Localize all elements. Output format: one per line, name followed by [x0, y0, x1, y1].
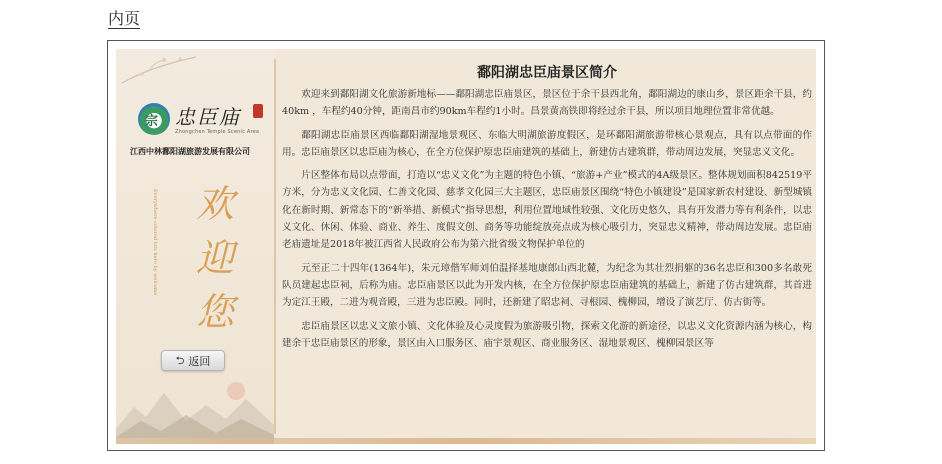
ink-mountains-decoration: [116, 369, 274, 444]
kiosk-frame: [107, 40, 825, 451]
left-panel: [116, 49, 274, 444]
company-name: 江西中林鄱阳湖旅游发展有限公司: [130, 146, 250, 156]
welcome-english-vertical: [144, 189, 176, 339]
article-body: [282, 86, 812, 358]
article-title: 鄱阳湖忠臣庙景区简介: [477, 65, 617, 81]
page-label-underline: [108, 28, 140, 29]
article-paragraph: 片区整体布局以点带面，打造以“忠义文化”为主题的特色小镇、“旅游+产业”模式的4A级景区。整体规划面积842519平方米，分为忠义文化园、仁善文化园、慈孝文化园三大主题区，忠臣庙景区围绕“特色小镇建设”是国家新农村建设、新型城镇化在新时期、新常态下的“新举措、新模式”指导思想，利用位置地域性较强、文化历史悠久，具有开发潜力等有利条件，以忠义文化、休闲、体验、商业、养生、度假文创、商务等功能绽放亮点成为核心吸引力，突显忠义精神，带动周边发展。忠臣庙老庙遗址是2018年被江西省人民政府公布为第六批省级文物保护单位的: [282, 170, 812, 251]
plum-branch-decoration: [120, 53, 200, 87]
back-button[interactable]: [161, 350, 225, 371]
welcome-text: 欢迎您: [195, 182, 234, 334]
logo-glyph: 宗: [145, 114, 159, 129]
welcome-english-text: Everywhere colored lots here by welcome: [152, 189, 158, 296]
logo-name: 忠臣庙: [175, 105, 241, 129]
article-panel: [282, 49, 816, 444]
kiosk-screen: [116, 49, 816, 444]
back-button-label: 返回: [188, 354, 211, 368]
page-label: 内页: [108, 9, 141, 28]
logo-subtitle: Zhongchen Temple Scenic Area: [175, 129, 260, 135]
article-paragraph: 忠臣庙景区以忠义文旅小镇、文化体验及心灵度假为旅游吸引物，探索文化游的新途径，以忠义文化资源内涵为核心，构建余干忠臣庙景区的形象，景区由入口服务区、庙宇景观区、商业服务区、湿地景观区、槐柳园景区等: [282, 320, 812, 349]
return-arrow-icon: ⮌: [175, 354, 185, 367]
bottom-stripe: [116, 438, 816, 444]
panel-divider: [274, 59, 276, 434]
article-paragraph: 欢迎来到鄱阳湖文化旅游新地标——鄱阳湖忠臣庙景区，景区位于余干县西北角，鄱阳湖边的康山乡，景区距余干县，约40km ，车程约40分钟，距南昌市约90km车程约1小时。昌景黄高铁即将经过余干县，所以项目地理位置非常优越。: [282, 89, 812, 118]
article-paragraph: 元至正二十四年(1364年)，朱元璋偕军师刘伯温择基地康郎山西北麓，为纪念为其壮烈捐躯的36名忠臣和300多名敢死队员建起忠臣祠，后称为庙。忠臣庙景区以此为开发内核，在全方位保护原忠臣庙建筑的基础上，新建了仿古建筑群，其首进为定江王殿，二进为观音殿，三进为忠臣殿。同时，还新建了昭忠祠、寻根园、槐柳园，增设了演艺厅、仿古街等。: [282, 262, 812, 309]
logo-seal-icon: [253, 104, 263, 118]
article-paragraph: 鄱阳湖忠臣庙景区西临鄱阳湖湿地景观区、东临大明湖旅游度假区，是环鄱阳湖旅游带核心景观点，具有以点带面的作用。忠臣庙景区以忠臣庙为核心，在全方位保护原忠臣庙建筑的基础上，新建仿古建筑群，带动周边发展，突显忠义文化。: [282, 129, 812, 158]
scenic-logo: [138, 101, 268, 141]
